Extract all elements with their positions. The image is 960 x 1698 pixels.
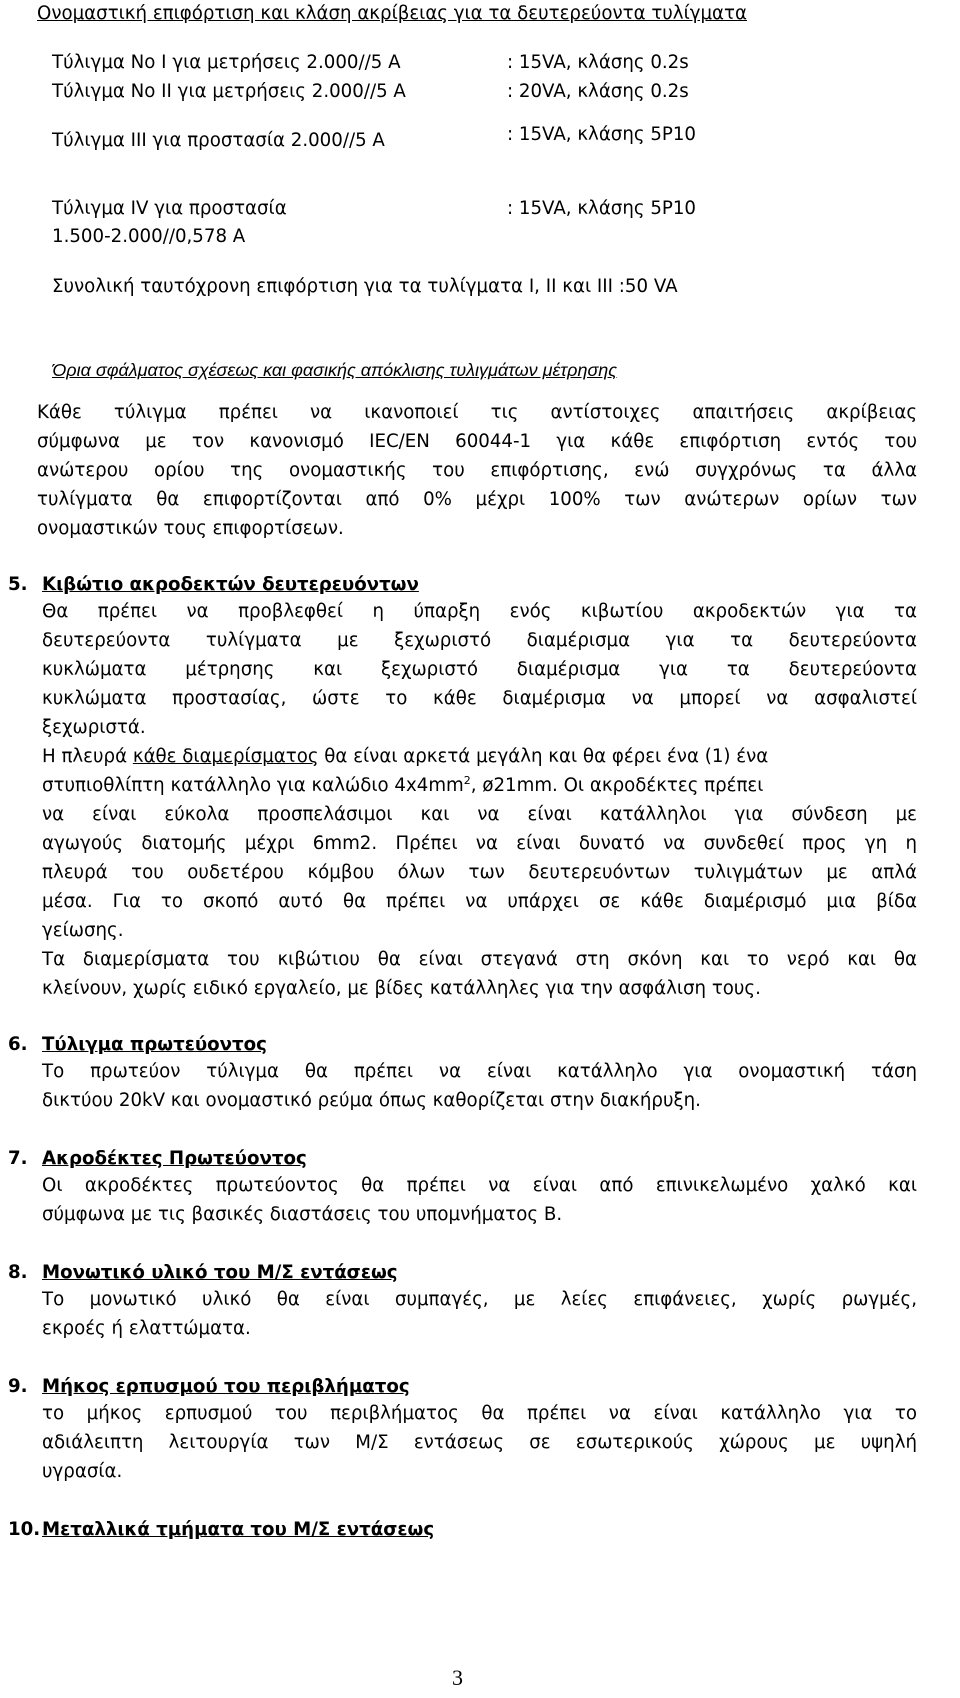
winding-4-name: Τύλιγμα IV για προστασία — [52, 198, 287, 219]
s5-p2-line-5: πλευρά του ουδετέρου κόμβου όλων των δευτερευόντων τυλιγμάτων με απλά — [42, 862, 917, 883]
section-6-number: 6. — [8, 1034, 28, 1055]
s5-p3-line-2: κλείνουν, χωρίς ειδικό εργαλείο, με βίδες κατάλληλες για την ασφάλιση τους. — [42, 978, 761, 999]
s9-line-3: υγρασία. — [42, 1461, 123, 1482]
winding-3-name: Τύλιγμα III για προστασία 2.000//5 A — [52, 130, 385, 151]
s5-line-1: Θα πρέπει να προβλεφθεί η ύπαρξη ενός κιβωτίου ακροδεκτών για τα — [42, 601, 917, 622]
winding-1-value: : 15VA, κλάσης 0.2s — [507, 52, 689, 73]
s5-line-5: ξεχωριστά. — [42, 717, 146, 738]
section-5-number: 5. — [8, 574, 28, 595]
s5-p2-line-1 — [42, 748, 768, 766]
s5-p2-start: Η πλευρά — [42, 746, 133, 767]
s7-line-2: σύμφωνα με τις βασικές διαστάσεις του υπομνήματος Β. — [42, 1204, 563, 1225]
s5-line-4: κυκλώματα προστασίας, ώστε το κάθε διαμέρισμα να μπορεί να ασφαλιστεί — [42, 688, 917, 709]
s5-p2-line-3: να είναι εύκολα προσπελάσιμοι και να είναι κατάλληλοι για σύνδεση με — [42, 804, 917, 825]
limits-line-4: τυλίγματα θα επιφορτίζονται από 0% μέχρι 100% των ανώτερων ορίων των — [37, 489, 917, 510]
limits-heading: Όρια σφάλματος σχέσεως και φασικής απόκλισης τυλιγμάτων μέτρησης — [52, 360, 618, 380]
limits-line-2: σύμφωνα με τον κανονισμό IEC/EN 60044-1 για κάθε επιφόρτιση εντός του — [37, 431, 917, 452]
s5-p2-l2-sup: 2 — [463, 773, 471, 787]
s6-line-2: δικτύου 20kV και ονομαστικό ρεύμα όπως καθορίζεται στην διακήρυξη. — [42, 1090, 701, 1111]
s5-line-2: δευτερεύοντα τυλίγματα με ξεχωριστό διαμέρισμα για τα δευτερεύοντα — [42, 630, 917, 651]
section-8-title: Μονωτικό υλικό του Μ/Σ εντάσεως — [42, 1262, 398, 1283]
section-9-title: Μήκος ερπυσμού του περιβλήματος — [42, 1376, 410, 1397]
s7-line-1: Οι ακροδέκτες πρωτεύοντος θα πρέπει να είναι από επινικελωμένο χαλκό και — [42, 1175, 917, 1196]
winding-2-value: : 20VA, κλάσης 0.2s — [507, 81, 689, 102]
s5-p2-rest: θα είναι αρκετά μεγάλη και θα φέρει ένα (1) ένα — [318, 746, 769, 767]
total-load: Συνολική ταυτόχρονη επιφόρτιση για τα τυλίγματα I, II και III :50 VA — [52, 276, 678, 297]
s5-p3-line-1: Τα διαμερίσματα του κιβώτιου θα είναι στεγανά στη σκόνη και το νερό και θα — [42, 949, 917, 970]
section-6-title: Τύλιγμα πρωτεύοντος — [42, 1034, 267, 1055]
loads-heading: Ονομαστική επιφόρτιση και κλάση ακρίβειας για τα δευτερεύοντα τυλίγματα — [37, 3, 747, 24]
section-10-title: Μεταλλικά τμήματα του Μ/Σ εντάσεως — [42, 1519, 435, 1540]
page-number: 3 — [452, 1665, 463, 1690]
section-9-number: 9. — [8, 1376, 28, 1397]
limits-line-1: Κάθε τύλιγμα πρέπει να ικανοποιεί τις αντίστοιχες απαιτήσεις ακρίβειας — [37, 402, 917, 423]
section-7-number: 7. — [8, 1148, 28, 1169]
section-8-number: 8. — [8, 1262, 28, 1283]
winding-2-name: Τύλιγμα No II για μετρήσεις 2.000//5 A — [52, 81, 406, 102]
winding-4-value: : 15VA, κλάσης 5P10 — [507, 198, 696, 219]
winding-4-name-ratio: 1.500-2.000//0,578 A — [52, 226, 246, 247]
section-5-title: Κιβώτιο ακροδεκτών δευτερευόντων — [42, 574, 419, 595]
s5-p2-l2-b: , ø21mm. Οι ακροδέκτες πρέπει — [470, 775, 764, 796]
s5-p2-line-7: γείωσης. — [42, 920, 124, 941]
s8-line-1: Το μονωτικό υλικό θα είναι συμπαγές, με λείες επιφάνειες, χωρίς ρωγμές, — [42, 1289, 917, 1310]
winding-1-name: Τύλιγμα No I για μετρήσεις 2.000//5 A — [52, 52, 401, 73]
s6-line-1: Το πρωτεύον τύλιγμα θα πρέπει να είναι κατάλληλο για ονομαστική τάση — [42, 1061, 917, 1082]
s9-line-1: το μήκος ερπυσμού του περιβλήματος θα πρέπει να είναι κατάλληλο για το — [42, 1403, 917, 1424]
limits-line-5: ονομαστικών τους επιφορτίσεων. — [37, 518, 344, 539]
s5-p2-line-6: μέσα. Για το σκοπό αυτό θα πρέπει να υπάρχει σε κάθε διαμέρισμό μια βίδα — [42, 891, 917, 912]
limits-line-3: ανώτερου ορίου της ονομαστικής του επιφόρτισης, ενώ συγχρόνως τα άλλα — [37, 460, 917, 481]
s5-line-3: κυκλώματα μέτρησης και ξεχωριστό διαμέρισμα για τα δευτερεύοντα — [42, 659, 917, 680]
s8-line-2: εκροές ή ελαττώματα. — [42, 1318, 251, 1339]
section-10-number: 10. — [8, 1519, 41, 1540]
s5-p2-underlined: κάθε διαμερίσματος — [132, 746, 319, 767]
section-7-title: Ακροδέκτες Πρωτεύοντος — [42, 1148, 307, 1169]
s5-p2-line-4: αγωγούς διατομής μέχρι 6mm2. Πρέπει να είναι δυνατό να συνδεθεί προς γη η — [42, 833, 917, 854]
winding-3-value: : 15VA, κλάσης 5P10 — [507, 124, 696, 145]
s5-p2-line-2 — [42, 773, 764, 796]
s9-line-2: αδιάλειπτη λειτουργία των Μ/Σ εντάσεως σε εσωτερικούς χώρους με υψηλή — [42, 1432, 917, 1453]
s5-p2-l2-a: στυπιοθλίπτη κατάλληλο για καλώδιο 4x4mm — [42, 775, 464, 796]
